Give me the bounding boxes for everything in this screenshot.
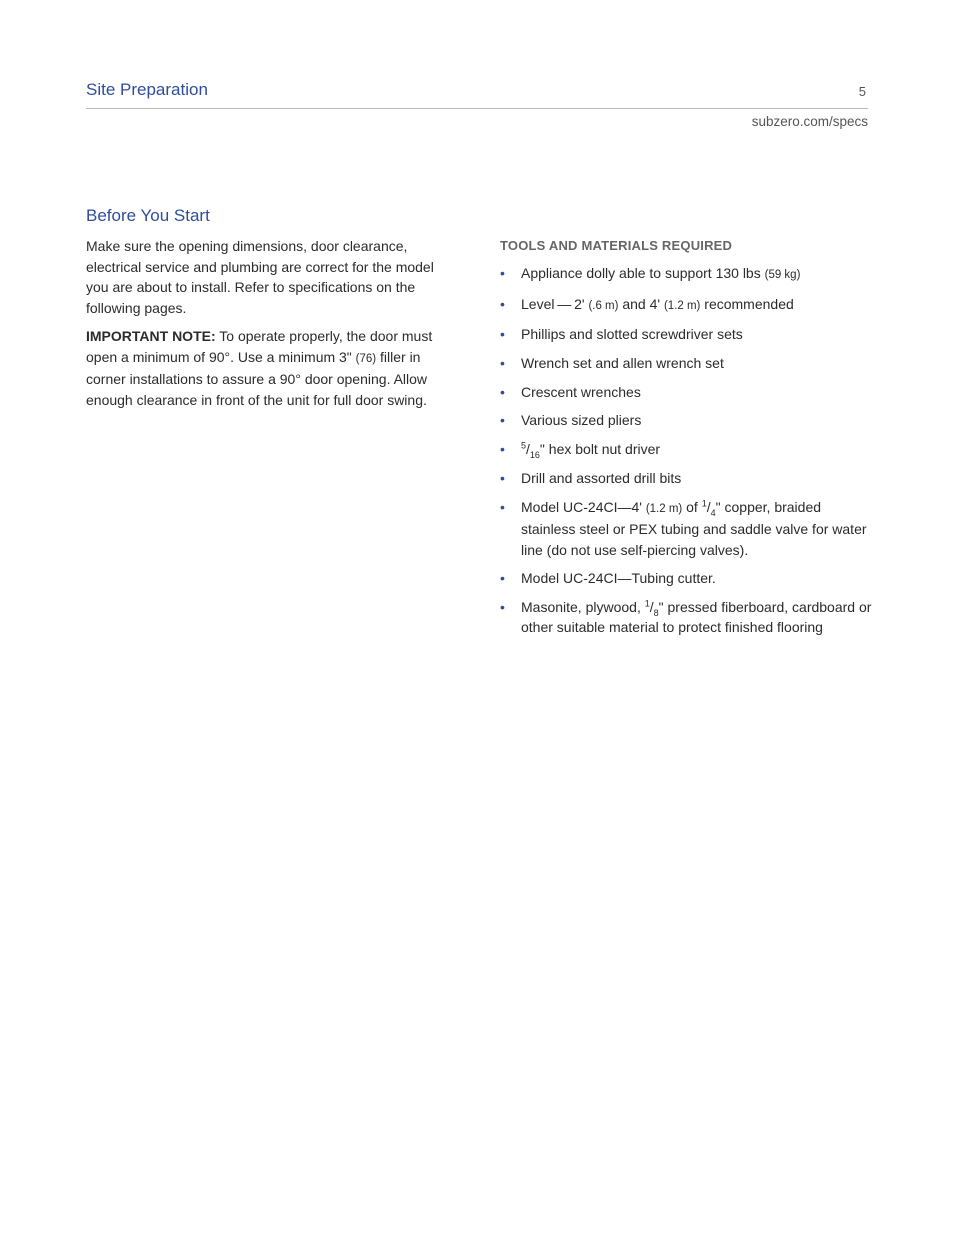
page-number: 5 [858, 84, 866, 99]
item-metric: (59 kg) [764, 269, 801, 281]
list-item [500, 382, 875, 403]
list-item: • Model UC-24CI—4' (1.2 m) of $^1/_4$" copper, braided stainless steel or PEX tubing and saddle valve for water line (do not use self-piercing valves). [500, 497, 867, 558]
item-text: Phillips and slotted screwdriver sets [521, 326, 743, 343]
important-note-label: IMPORTANT NOTE: [86, 328, 216, 344]
item-text: Level — 2' [521, 295, 589, 312]
bullet-icon: • [500, 355, 505, 372]
before-you-start-section [86, 206, 454, 418]
item-text: Crescent wrenches [521, 383, 641, 400]
important-text-b: filler in corner installations to assure a 90° door opening. Allow enough clearance in front of the unit for full door swing. [86, 348, 428, 408]
tools-list [500, 263, 875, 638]
item-text: Appliance dolly able to support 130 lbs [521, 265, 765, 281]
intro-paragraph: Make sure the opening dimensions, door clearance, electrical service and plumbing are correct for the model you are about to install. Refer to specifications on the following pages. [86, 238, 434, 316]
bullet-icon: • [500, 412, 505, 429]
item-text: Model UC-24CI—4' [521, 498, 646, 515]
item-text: Drill and assorted drill bits [521, 469, 682, 486]
list-item [500, 568, 875, 589]
list-item: • $^5/_{16}$" hex bolt nut driver [500, 440, 661, 460]
item-text: Various sized pliers [521, 412, 642, 429]
item-text: Masonite, plywood, [521, 598, 645, 615]
item-text: Wrench set and allen wrench set [521, 355, 724, 372]
item-text: Model UC-24CI—Tubing cutter. [521, 570, 716, 587]
fraction-denominator: 16 [529, 449, 540, 460]
important-text-a: To operate properly, the door must open a minimum of 90°. Use a minimum 3" [86, 328, 433, 365]
list-item [500, 410, 875, 431]
bullet-icon: • [500, 383, 505, 400]
fraction-denominator: 4 [710, 507, 716, 518]
header-url: subzero.com/specs [751, 114, 868, 129]
bullet-icon: • [500, 295, 505, 312]
header-title: Site Preparation [86, 80, 208, 99]
item-text: and 4' [618, 295, 664, 312]
fraction-denominator: 8 [653, 607, 659, 618]
item-text: " hex bolt nut driver [539, 441, 661, 458]
bullet-icon: • [500, 326, 505, 343]
bullet-icon: • [500, 469, 505, 486]
item-metric: (1.2 m) [645, 502, 683, 515]
tools-heading: TOOLS AND MATERIALS REQUIRED [500, 238, 733, 253]
item-text: " pressed fiberboard, cardboard or other suitable material to protect finished flooring [521, 598, 872, 636]
fraction-numerator: 5 [521, 440, 527, 451]
section-title: Before You Start [86, 206, 210, 225]
list-item [500, 353, 875, 374]
bullet-icon: • [500, 598, 505, 615]
important-metric: (76) [355, 352, 377, 365]
header-divider [86, 108, 868, 109]
bullet-icon: • [500, 265, 505, 281]
list-item [500, 263, 875, 286]
item-text: of [682, 498, 702, 515]
list-item [500, 468, 875, 489]
item-metric: (.6 m) [588, 299, 619, 312]
fraction-numerator: 1 [644, 598, 650, 609]
list-item [500, 324, 875, 345]
item-text: " copper, braided stainless steel or PEX tubing and saddle valve for water line (do not use self-piercing valves). [521, 498, 867, 558]
bullet-icon: • [500, 570, 505, 587]
item-text: recommended [700, 295, 794, 312]
bullet-icon: • [500, 498, 505, 515]
list-item: • Masonite, plywood, $^1/_8$" pressed fiberboard, cardboard or other suitable material to protect finished flooring [500, 598, 872, 636]
item-metric: (1.2 m) [663, 299, 701, 312]
list-item [500, 294, 875, 317]
tools-section [500, 238, 875, 646]
important-note-paragraph [86, 326, 454, 410]
bullet-icon: • [500, 441, 505, 458]
fraction-numerator: 1 [701, 497, 707, 508]
